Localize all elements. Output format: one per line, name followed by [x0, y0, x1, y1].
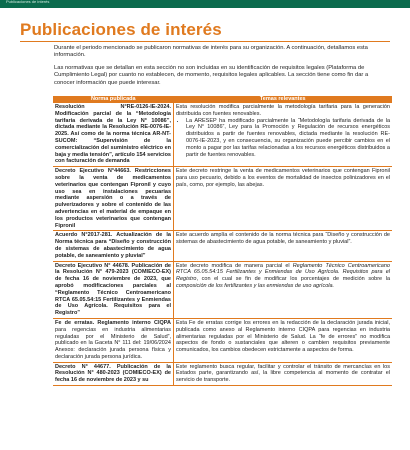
temas-cell: Esta Fe de erratas corrige los errores en la redacción de la declaración jurada inicial, publicada como anexo al Reglamento interno CIQPA para regencias en industria alimentarias reguladas por el Ministerio de Salud. La “fe de errores” no modifica aspectos de fondo o sustanciales que alteren o cambien requisitos previamente comunicados, los cambios obedecen estrictamente a aspectos de forma. — [174, 318, 393, 362]
table-row — [53, 318, 392, 362]
temas-cell: Este reglamento busca regular, facilitar y controlar el tránsito de mercancías en los Estados parte, garantizando así, la libre competencia al momento de contratar el servicio de transporte. — [174, 362, 393, 385]
norma-cell: Decreto N° 44677. Publicación de la Resolución N° 480-2023 (COMIECO-EX) de fecha 16 de noviembre de 2023 y su — [53, 362, 174, 385]
norma-bold: Fe de erratas. Reglamento interno CIQPA — [55, 319, 171, 326]
table-row — [53, 362, 392, 385]
table-row — [53, 261, 392, 318]
intro-paragraph-1: Durante el periodo mencionado se publicaron normativas de interés para su organización. A continuación, detallamos esta información. — [54, 45, 368, 59]
norma-cell — [53, 318, 174, 362]
temas-list — [176, 118, 390, 159]
norma-cell: Decreto Ejecutivo N°44663. Restricciones sobre la venta de medicamentos veterinarios que contengan Fipronil y cuyo uso sea en instalaciones pecuarias mediante aspersión o a través de pulverizadores y sobre el contenido de las advertencias en el material de empaque en los productos veterinarios que contengan Fipronil — [53, 167, 174, 231]
list-item: • La ARESEP ha modificado parcialmente la “Metodología tarifaria derivada de la Ley N° 10086”, Ley para la Promoción y Regulación de recursos energéticos distribuidos a partir de fuentes renovables, dictada mediante la resolución RE-0076-IE-2023, y en consecuencia, su organización puede percibir cambios en el monto a pagar por las tarifas relacionadas a los recursos energéticos distribuidos a partir de fuentes renovables. — [186, 118, 390, 159]
temas-text-a: Este decreto modifica de manera parcial el — [176, 262, 293, 269]
temas-cell — [174, 103, 393, 167]
title-underline — [20, 41, 390, 42]
norma-rest: para regencias en industria alimentarias reguladas por el Ministerio de Salud”, publicado en la Gaceta N° 111 del: 19/06/2024 Anexos: declaración jurada persona física y declaración jurada persona jurídica. — [55, 326, 171, 360]
norma-cell: Acuerdo N°2017-281. Actualización de la Norma técnica para “Diseño y construcción de sistemas de abastecimiento de agua potable, de saneamiento y pluvial” — [53, 231, 174, 261]
top-band — [0, 0, 410, 8]
temas-text: Esta resolución modifica parcialmente la metodología tarifaria para la generación distribuida con fuentes renovables. — [176, 104, 390, 117]
table-row — [53, 167, 392, 231]
norma-cell: Decreto Ejecutivo N° 44678. Publicación de la Resolución N° 479-2023 (COMIECO-EX) de fecha 16 de noviembre de 2023, que aprobó modificaciones parciales al “Reglamento Técnico Centroamericano RTCA 65.05.54:15 Fertilizantes y Enmiendas de Uso Agrícola. Requisitos para el Registro” — [53, 261, 174, 318]
table-row — [53, 103, 392, 167]
page-title: Publicaciones de interés — [20, 20, 222, 39]
publications-table — [53, 96, 392, 386]
top-band-text: Publicaciones de interés — [6, 0, 50, 4]
temas-text-b: , con el cual se fin de modificar los porcentajes de medición sobre la — [196, 276, 390, 283]
temas-italic-1: Reglamento Técnico Centroamericano RTCA 65.05.54:15 Fertilizantes y Enmiendas de Uso Agrícola. Requisitos para el Registro — [176, 262, 390, 283]
temas-cell — [174, 261, 393, 318]
header-norma: Norma publicada — [53, 96, 174, 103]
temas-cell: Este acuerdo amplía el contenido de la norma técnica para “Diseño y construcción de sistemas de abastecimiento de agua potable, de saneamiento y pluvial”. — [174, 231, 393, 261]
table-row — [53, 231, 392, 261]
norma-cell: Resolución N°RE-0126-IE-2024. Modificación parcial de la “Metodología tarifaria derivada de la Ley N° 10086”, dictada mediante la Resolución RE-0076-IE-2025. Así como de la norma técnica AR-NT-SUCOM: “Supervisión de la comercialización del suministro eléctrico en baja y media tensión”, artículo 154 servicios con facturación de demanda — [53, 103, 174, 167]
header-temas: Temas relevantes — [174, 96, 393, 103]
intro-paragraph-2: Las normativas que se detallan en esta sección no son incluidas en su identificación de requisitos legales (Plataforma de Cumplimiento Legal) por cuanto no establecen, de momento, requisitos legales aplicables. La sección tiene como fin dar a conocer información que puede interesar. — [54, 65, 369, 86]
temas-italic-2: composición de los fertilizantes y las enmiendas de uso agrícola. — [176, 282, 335, 289]
temas-cell: Este decreto restringe la venta de medicamentos veterinarios que contengan Fipronil para uso pecuario, debido a los eventos de mortalidad de insectos polinizadores en el país, como, por ejemplo, las abejas. — [174, 167, 393, 231]
table-header-row — [53, 96, 392, 103]
